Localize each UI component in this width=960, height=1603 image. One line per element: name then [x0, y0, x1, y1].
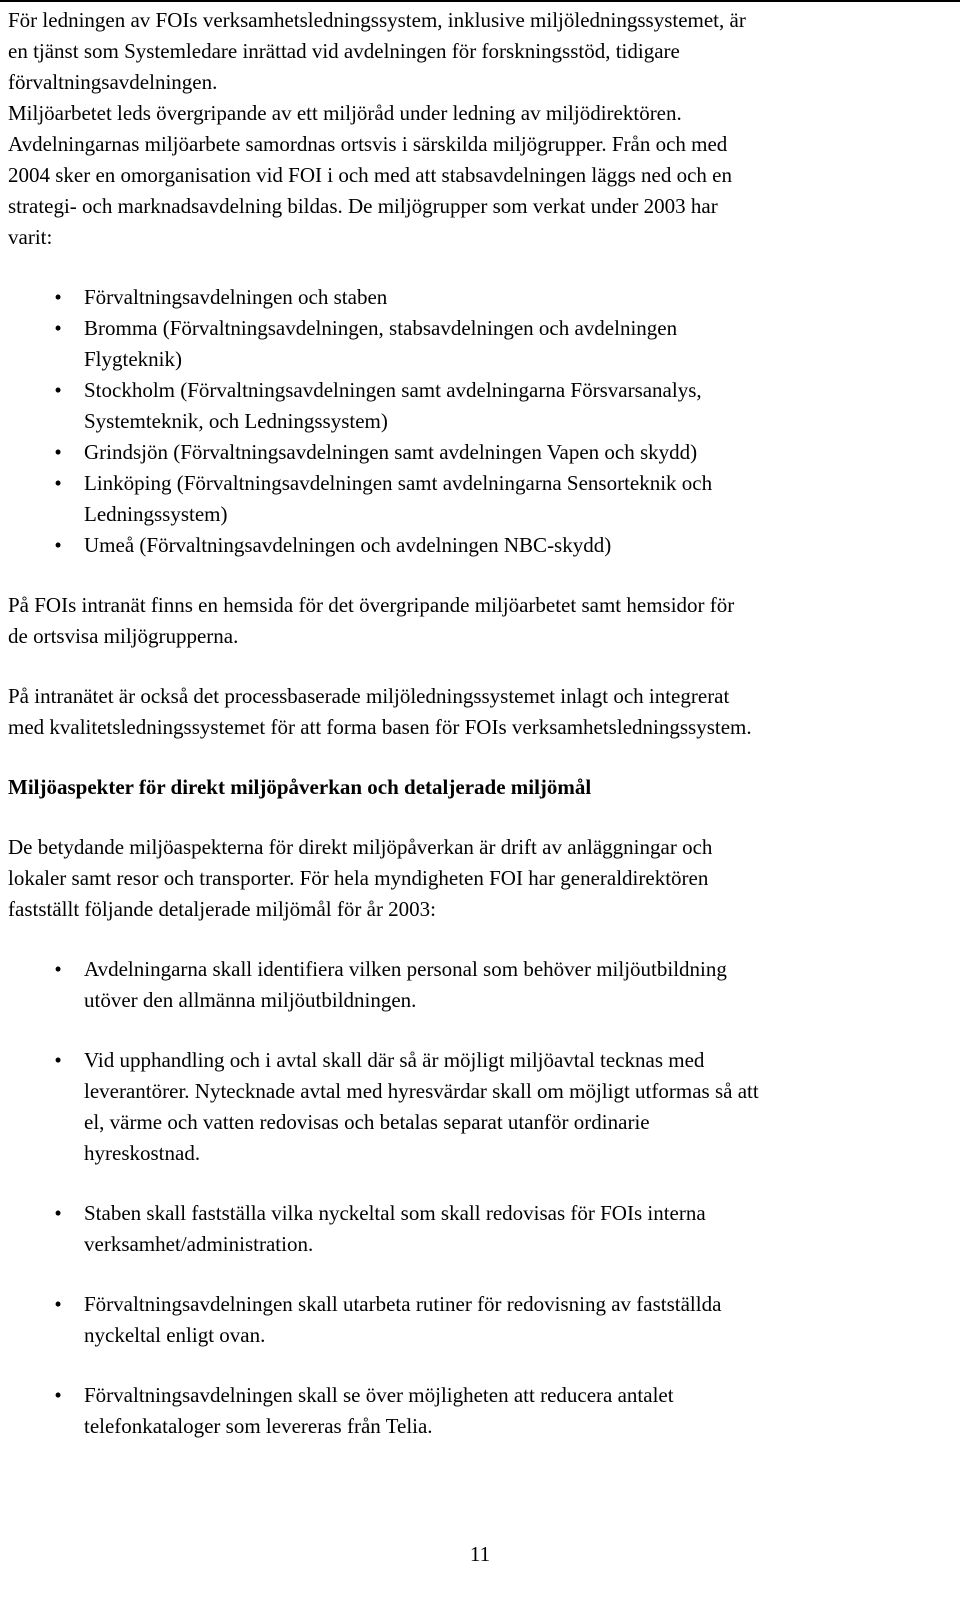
list-item: • Förvaltningsavdelningen skall utarbeta rutiner för redovisning av fastställda nyckeltal enligt ovan. [8, 1289, 948, 1351]
list-item: • Förvaltningsavdelningen skall se över möjligheten att reducera antalet telefonkataloger som levereras från Telia. [8, 1380, 948, 1442]
document-page [8, 5, 948, 1442]
list-item: • Förvaltningsavdelningen och staben [8, 282, 948, 313]
bullet-icon: • [54, 533, 62, 557]
list-item: • Linköping (Förvaltningsavdelningen samt avdelningarna Sensorteknik och Ledningssystem) [8, 468, 948, 530]
environment-groups-list [8, 282, 948, 561]
list-item: • Umeå (Förvaltningsavdelningen och avdelningen NBC-skydd) [8, 530, 948, 561]
bullet-icon: • [54, 1048, 62, 1072]
list-item: • Avdelningarna skall identifiera vilken personal som behöver miljöutbildning utöver den allmänna miljöutbildningen. [8, 954, 948, 1016]
process-paragraph: På intranätet är också det processbaserade miljöledningssystemet inlagt och integrerat med kvalitetsledningssystemet för att forma basen för FOIs verksamhetsledningssystem. [8, 684, 752, 739]
bullet-icon: • [54, 471, 62, 495]
top-rule [0, 0, 960, 2]
list-item: • Grindsjön (Förvaltningsavdelningen samt avdelningen Vapen och skydd) [8, 437, 948, 468]
bullet-icon: • [54, 440, 62, 464]
bullet-icon: • [54, 1383, 62, 1407]
bullet-icon: • [54, 957, 62, 981]
intranet-paragraph: På FOIs intranät finns en hemsida för det övergripande miljöarbetet samt hemsidor för de ortsvisa miljögrupperna. [8, 593, 735, 648]
intro-paragraph: För ledningen av FOIs verksamhetsledningssystem, inklusive miljöledningssystemet, är en tjänst som Systemledare inrättad vid avdelningen för forskningsstöd, tidigare förvaltningsavdelningen. Miljöarbetet leds övergripande av ett miljöråd under ledning av miljödirektören. Avdelningarnas miljöarbete samordnas ortsvis i särskilda miljögrupper. Från och med 2004 sker en omorganisation vid FOI i och med att stabsavdelningen läggs ned och en strategi- och marknadsavdelning bildas. De miljögrupper som verkat under 2003 har varit: [8, 8, 746, 249]
bullet-icon: • [54, 316, 62, 340]
bullet-icon: • [54, 285, 62, 309]
bullet-icon: • [54, 378, 62, 402]
environmental-goals-list [8, 954, 948, 1442]
list-item: • Bromma (Förvaltningsavdelningen, stabsavdelningen och avdelningen Flygteknik) [8, 313, 948, 375]
aspects-paragraph: De betydande miljöaspekterna för direkt miljöpåverkan är drift av anläggningar och lokaler samt resor och transporter. För hela myndigheten FOI har generaldirektören fastställt följande detaljerade miljömål för år 2003: [8, 835, 713, 921]
list-item: • Stockholm (Förvaltningsavdelningen samt avdelningarna Försvarsanalys, Systemteknik, och Ledningssystem) [8, 375, 948, 437]
bullet-icon: • [54, 1292, 62, 1316]
page-number: 11 [469, 1542, 491, 1566]
list-item: • Vid upphandling och i avtal skall där så är möjligt miljöavtal tecknas med leverantörer. Nytecknade avtal med hyresvärdar skall om möjligt utformas så att el, värme och vatten redovisas och betalas separat utanför ordinarie hyreskostnad. [8, 1045, 948, 1169]
list-item: • Staben skall fastställa vilka nyckeltal som skall redovisas för FOIs interna verksamhet/administration. [8, 1198, 948, 1260]
section-heading: Miljöaspekter för direkt miljöpåverkan och detaljerade miljömål [8, 775, 592, 799]
bullet-icon: • [54, 1201, 62, 1225]
